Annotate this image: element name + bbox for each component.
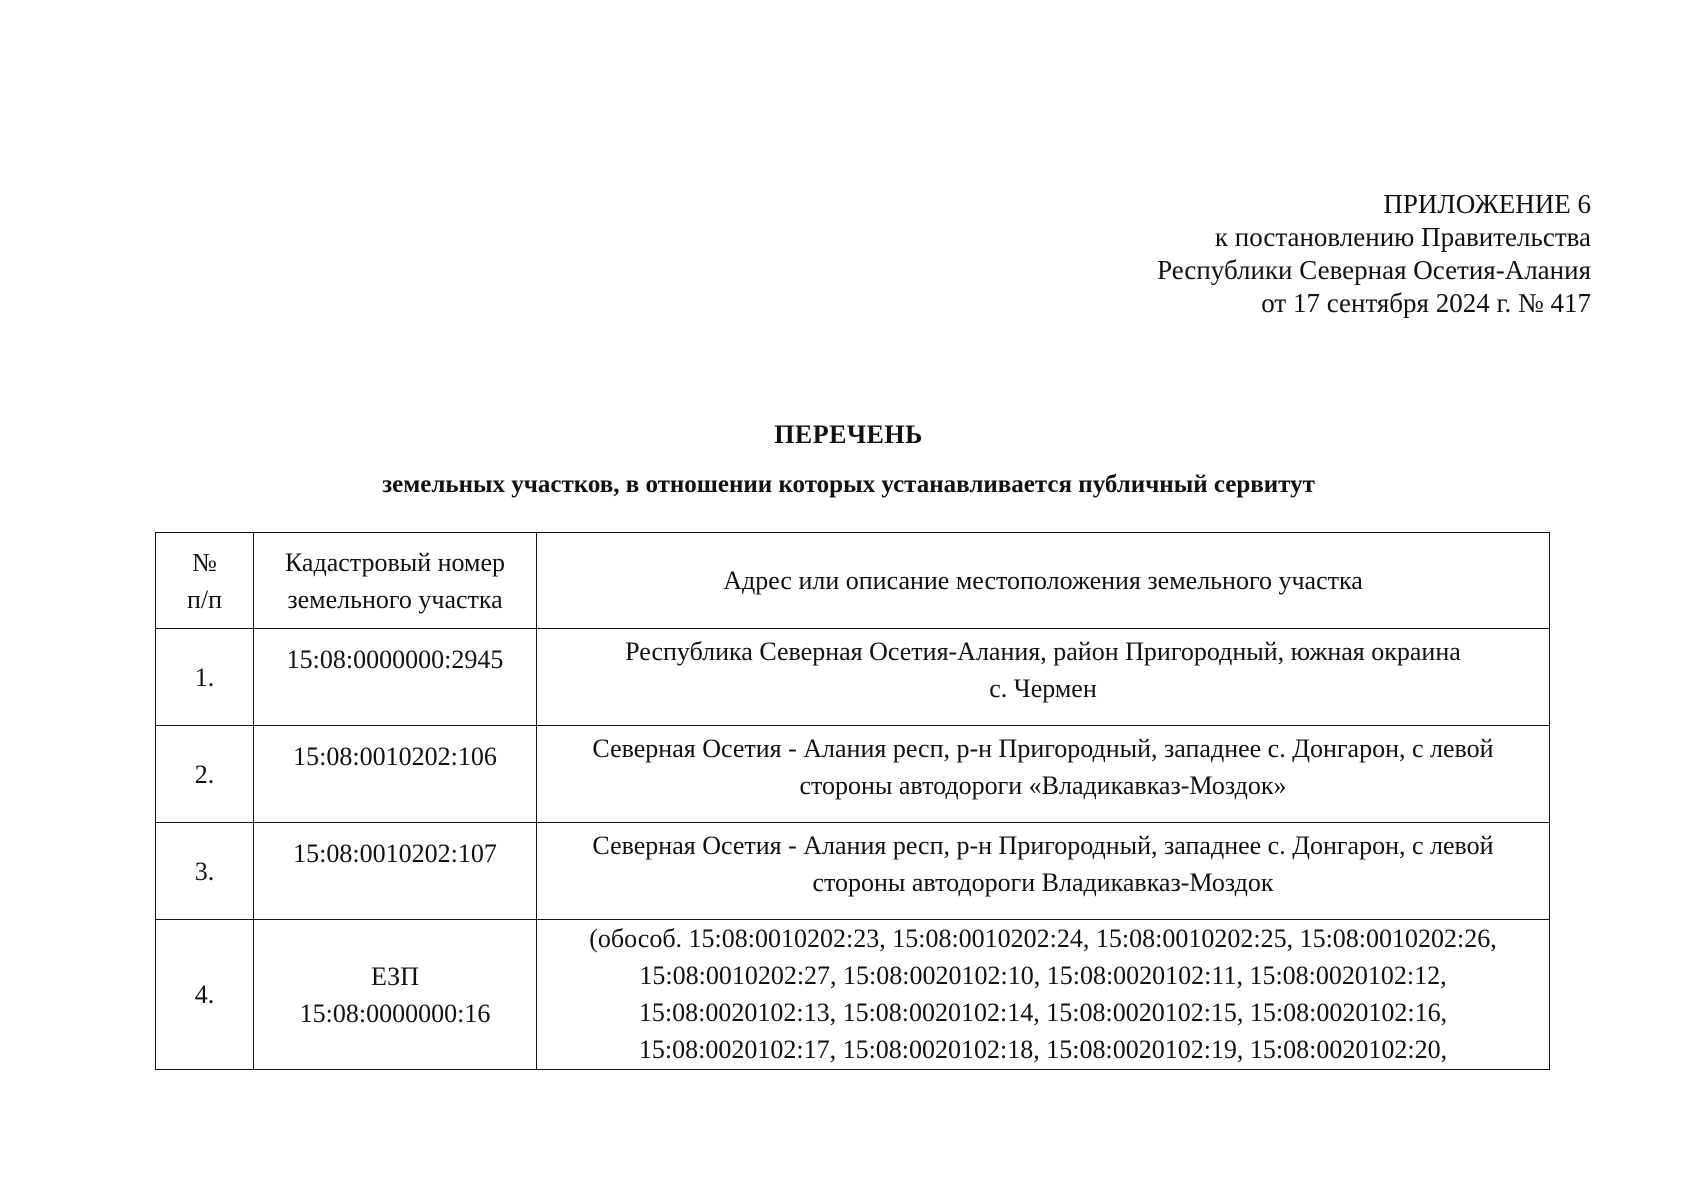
row-address-line: Северная Осетия - Алания респ, р-н Пригородный, западнее с. Донгарон, с левой	[592, 734, 1494, 763]
table-row	[156, 629, 1550, 726]
row-number: 4.	[156, 920, 254, 1070]
appendix-government: Республики Северная Осетия-Алания	[1157, 255, 1591, 285]
row-cadastral: 15:08:0010202:107	[254, 823, 537, 920]
row-cadastral-line: ЕЗП	[370, 961, 419, 991]
row-cadastral: 15:08:0000000:2945	[254, 629, 537, 726]
appendix-header	[891, 188, 1591, 320]
row-address	[537, 920, 1550, 1070]
row-address	[537, 823, 1550, 920]
document-subtitle: земельных участков, в отношении которых устанавливается публичный сервитут	[382, 471, 1315, 498]
row-cadastral	[254, 920, 537, 1070]
header-cadastral-line1: Кадастровый номер	[284, 547, 506, 577]
header-number-line2: п/п	[186, 584, 223, 614]
table-row	[156, 920, 1550, 1070]
appendix-resolution-ref: к постановлению Правительства	[1214, 222, 1591, 252]
appendix-number: ПРИЛОЖЕНИЕ 6	[1383, 189, 1591, 219]
row-address-line: Северная Осетия - Алания респ, р-н Пригородный, западнее с. Донгарон, с левой	[592, 831, 1494, 860]
table-header-row	[156, 533, 1550, 629]
row-address-line: стороны автодороги «Владикавказ-Моздок»	[799, 771, 1287, 800]
row-address-line: 15:08:0020102:13, 15:08:0020102:14, 15:08:0020102:15, 15:08:0020102:16,	[638, 998, 1448, 1027]
row-number: 1.	[156, 629, 254, 726]
row-address-line: 15:08:0010202:27, 15:08:0020102:10, 15:08:0020102:11, 15:08:0020102:12,	[639, 961, 1447, 990]
row-address	[537, 726, 1550, 823]
header-number	[156, 533, 254, 629]
row-address-line: Республика Северная Осетия-Алания, район Пригородный, южная окраина	[625, 637, 1461, 666]
table-row	[156, 823, 1550, 920]
row-address-line: (обособ. 15:08:0010202:23, 15:08:0010202:24, 15:08:0010202:25, 15:08:0010202:26,	[589, 924, 1497, 953]
row-number: 2.	[156, 726, 254, 823]
row-cadastral-line: 15:08:0000000:16	[299, 998, 491, 1028]
table-row	[156, 726, 1550, 823]
row-address-line: 15:08:0020102:17, 15:08:0020102:18, 15:08:0020102:19, 15:08:0020102:20,	[638, 1035, 1448, 1064]
header-address: Адрес или описание местоположения земельного участка	[537, 533, 1550, 629]
document-title: ПЕРЕЧЕНЬ	[774, 420, 923, 449]
appendix-date-number: от 17 сентября 2024 г. № 417	[1261, 288, 1591, 318]
row-number: 3.	[156, 823, 254, 920]
header-cadastral-line2: земельного участка	[287, 584, 503, 614]
parcels-table	[155, 532, 1550, 1070]
row-address-line: с. Чермен	[989, 674, 1097, 703]
row-address	[537, 629, 1550, 726]
header-number-line1: №	[192, 547, 217, 577]
row-cadastral: 15:08:0010202:106	[254, 726, 537, 823]
row-address-line: стороны автодороги Владикавказ-Моздок	[812, 868, 1274, 897]
header-cadastral	[254, 533, 537, 629]
